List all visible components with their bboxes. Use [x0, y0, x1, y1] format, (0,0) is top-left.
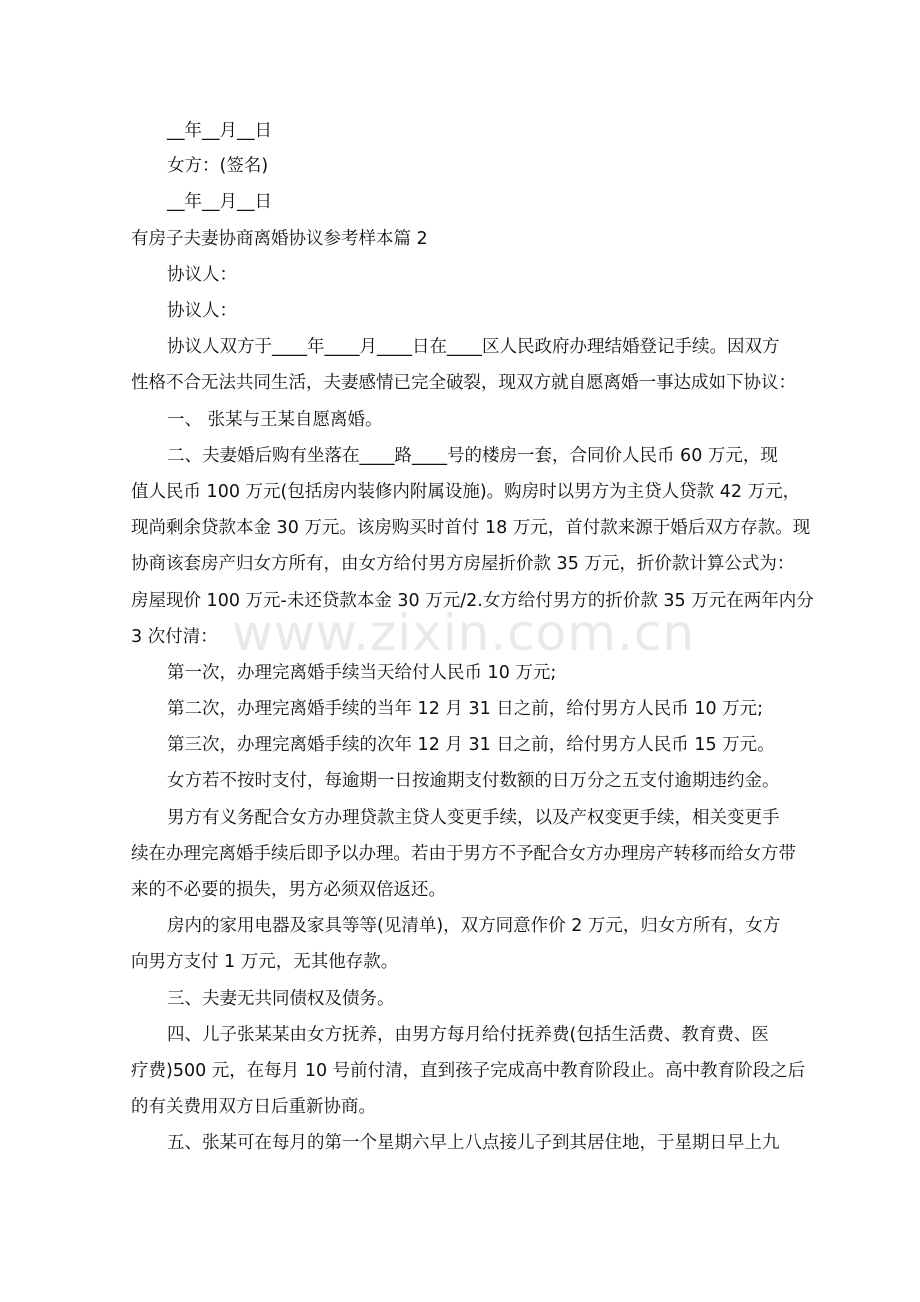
- paragraph-line: 疗费)500 元，在每月 10 号前付清，直到孩子完成高中教育阶段止。高中教育阶段之后: [131, 1061, 806, 1081]
- paragraph-line: 性格不合无法共同生活，夫妻感情已完全破裂，现双方就自愿离婚一事达成如下协议：: [131, 373, 796, 393]
- paragraph-line: 五、张某可在每月的第一个星期六早上八点接儿子到其居住地，于星期日早上九: [167, 1133, 780, 1153]
- payment-third: 第三次，办理完离婚手续的次年 12 月 31 日之前，给付男方人民币 15 万元。: [167, 735, 775, 755]
- paragraph-line: 值人民币 100 万元(包括房内装修内附属设施)。购房时以男方为主贷人贷款 42 万元，: [131, 482, 801, 502]
- paragraph-line: 二、夫妻婚后购有坐落在____路____号的楼房一套，合同价人民币 60 万元，现: [167, 446, 778, 466]
- paragraph-line: 3 次付清：: [131, 627, 218, 647]
- clause-three: 三、夫妻无共同债权及债务。: [167, 989, 395, 1009]
- paragraph-line: 协商该套房产归女方所有，由女方给付男方房屋折价款 35 万元，折价款计算公式为：: [131, 554, 795, 574]
- party-line-1: 协议人：: [167, 265, 237, 285]
- section-title: 有房子夫妻协商离婚协议参考样本篇 2: [131, 229, 428, 249]
- paragraph-line: 男方有义务配合女方办理贷款主贷人变更手续，以及产权变更手续，相关变更手: [167, 808, 780, 828]
- clause-one: 一、 张某与王某自愿离婚。: [167, 410, 383, 430]
- female-signature-line: 女方：(签名): [167, 156, 269, 176]
- penalty-line: 女方若不按时支付，每逾期一日按逾期支付数额的日万分之五支付逾期违约金。: [167, 771, 780, 791]
- paragraph-line: 现尚剩余贷款本金 30 万元。该房购买时首付 18 万元，首付款来源于婚后双方存款。现: [131, 518, 811, 538]
- paragraph-line: 的有关费用双方日后重新协商。: [131, 1097, 376, 1117]
- payment-first: 第一次，办理完离婚手续当天给付人民币 10 万元;: [167, 663, 557, 683]
- paragraph-line: 房屋现价 100 万元-未还贷款本金 30 万元/2.女方给付男方的折价款 35 万元在两年内分: [131, 591, 814, 611]
- date-line-2: __年__月__日: [167, 192, 272, 212]
- payment-second: 第二次，办理完离婚手续的当年 12 月 31 日之前，给付男方人民币 10 万元;: [167, 699, 764, 719]
- paragraph-line: 四、儿子张某某由女方抚养，由男方每月给付抚养费(包括生活费、教育费、医: [167, 1025, 769, 1045]
- paragraph-line: 房内的家用电器及家具等等(见清单)，双方同意作价 2 万元，归女方所有，女方: [167, 916, 781, 936]
- paragraph-line: 续在办理完离婚手续后即予以办理。若由于男方不予配合女方办理房产转移而给女方带: [131, 844, 796, 864]
- paragraph-line: 向男方支付 1 万元，无其他存款。: [131, 952, 399, 972]
- paragraph-line: 协议人双方于____年____月____日在____区人民政府办理结婚登记手续。因双方: [167, 337, 780, 357]
- paragraph-line: 来的不必要的损失，男方必须双倍返还。: [131, 880, 446, 900]
- watermark: www.zixin.com.cn: [232, 604, 696, 662]
- date-line-1: __年__月__日: [167, 121, 272, 141]
- party-line-2: 协议人：: [167, 301, 237, 321]
